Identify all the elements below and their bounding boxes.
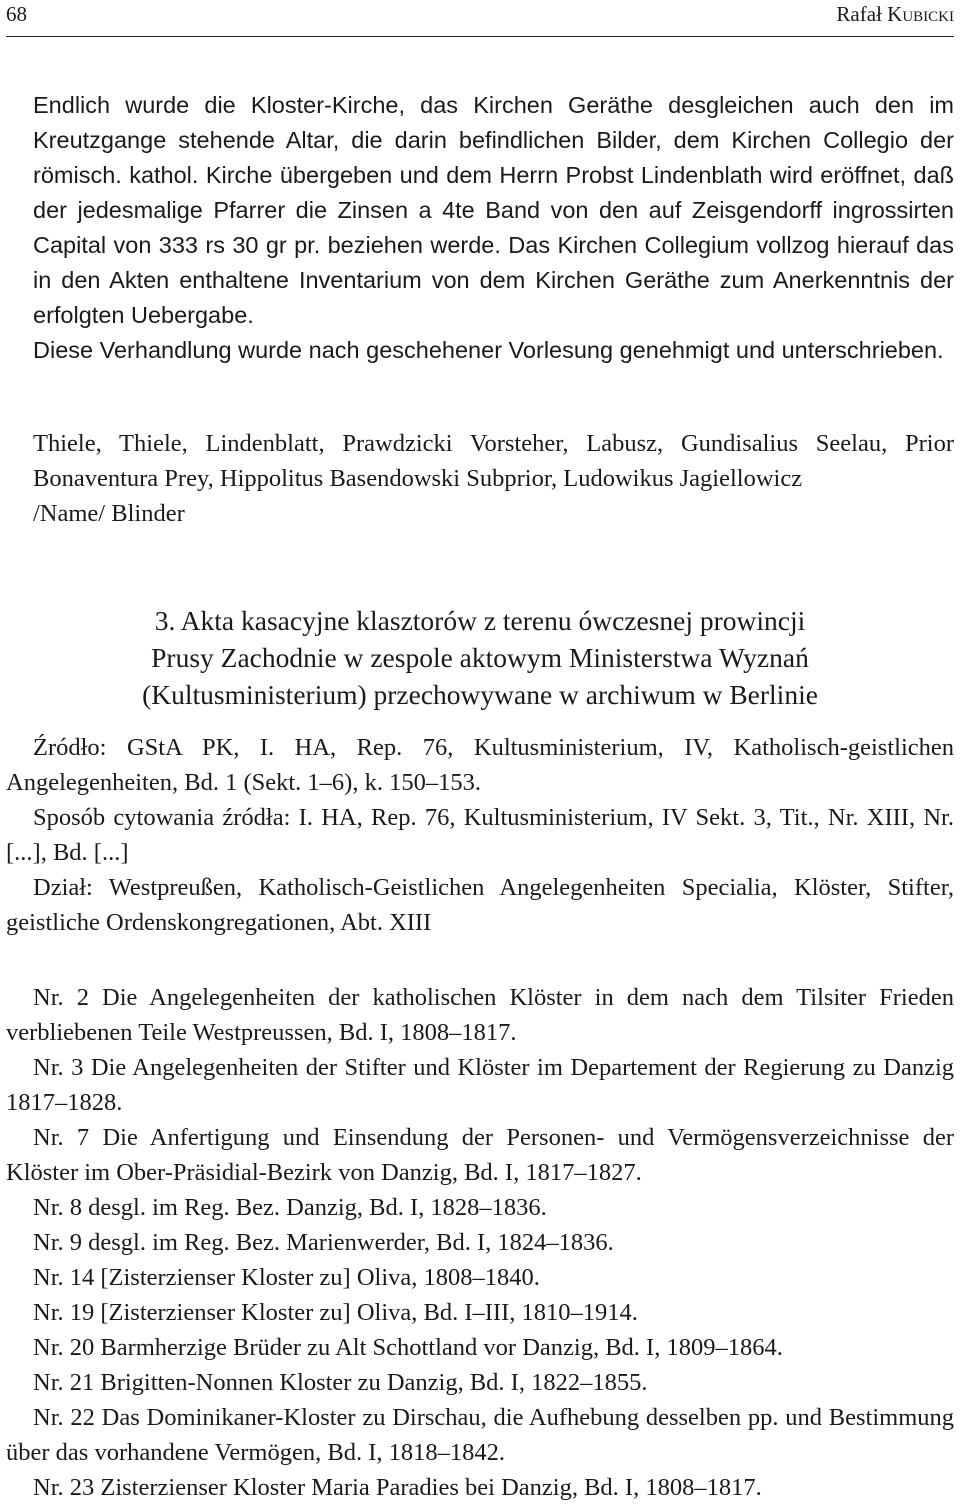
quote-paragraph: Diese Verhandlung wurde nach geschehener Vorlesung genehmigt und unterschrieben. bbox=[33, 337, 944, 363]
record-entry: Nr. 21 Brigitten-Nonnen Kloster zu Danzig, Bd. I, 1822–1855. bbox=[33, 1369, 648, 1396]
section-heading-line: 3. Akta kasacyjne klasztorów z terenu ówczesnej prowincji bbox=[154, 605, 806, 636]
signatures bbox=[33, 426, 954, 531]
record-entry: Nr. 23 Zisterzienser Kloster Maria Paradies bei Danzig, Bd. I, 1808–1817. bbox=[33, 1474, 762, 1501]
record-entry: Nr. 8 desgl. im Reg. Bez. Danzig, Bd. I, 1828–1836. bbox=[33, 1194, 547, 1221]
record-entry: Nr. 2 Die Angelegenheiten der katholischen Klöster in dem nach dem Tilsiter Frieden verbliebenen Teile Westpreussen, Bd. I, 1808–1817. bbox=[6, 984, 954, 1046]
record-entry: Nr. 14 [Zisterzienser Kloster zu] Oliva, 1808–1840. bbox=[33, 1264, 540, 1291]
source-reference: Źródło: GStA PK, I. HA, Rep. 76, Kultusministerium, IV, Katholisch-geistlichen Angelegenheiten, Bd. 1 (Sekt. 1–6), k. 150–153. bbox=[6, 734, 954, 796]
quoted-protocol bbox=[33, 88, 954, 368]
section-heading-line: Prusy Zachodnie w zespole aktowym Ministerstwa Wyznań bbox=[151, 642, 809, 673]
signature-name-line: /Name/ Blinder bbox=[33, 500, 185, 527]
citation-format: Sposób cytowania źródła: I. HA, Rep. 76, Kultusministerium, IV Sekt. 3, Tit., Nr. XIII, Nr. [...], Bd. [...] bbox=[6, 804, 954, 866]
author-last-name: Kubicki bbox=[887, 2, 954, 26]
record-entry: Nr. 7 Die Anfertigung und Einsendung der Personen- und Vermögensverzeichnisse der Klöster im Ober-Präsidial-Bezirk von Danzig, Bd. I, 1817–1827. bbox=[6, 1124, 954, 1186]
archive-department: Dział: Westpreußen, Katholisch-Geistlichen Angelegenheiten Specialia, Klöster, Stifter, geistliche Ordenskongregationen, Abt. XIII bbox=[6, 874, 954, 936]
signature-names: Thiele, Thiele, Lindenblatt, Prawdzicki Vorsteher, Labusz, Gundisalius Seelau, Prior Bonaventura Prey, Hippolitus Basendowski Subprior, Ludowikus Jagiellowicz bbox=[33, 430, 954, 492]
quote-paragraph: Endlich wurde die Kloster-Kirche, das Kirchen Geräthe desgleichen auch den im Kreutzgange stehende Altar, die darin befindlichen Bilder, dem Kirchen Collegio der römisch. kathol. Kirche übergeben und dem Herrn Probst Lindenblath wird eröffnet, daß der jedesmalige Pfarrer die Zinsen a 4te Band von den auf Zeisgendorff ingrossirten Capital von 333 rs 30 gr pr. beziehen werde. Das Kirchen Collegium vollzog hierauf das in den Akten enthaltene Inventarium von dem Kirchen Geräthe zum Anerkenntnis der erfolgten Uebergabe. bbox=[33, 92, 954, 328]
running-header bbox=[6, 0, 954, 37]
section-heading-line: (Kultusministerium) przechowywane w archiwum w Berlinie bbox=[142, 679, 818, 710]
record-entry: Nr. 22 Das Dominikaner-Kloster zu Dirschau, die Aufhebung desselben pp. und Bestimmung über das vorhandene Vermögen, Bd. I, 1818–1842. bbox=[6, 1404, 954, 1466]
source-information bbox=[6, 730, 954, 940]
record-entry: Nr. 3 Die Angelegenheiten der Stifter und Klöster im Departement der Regierung zu Danzig 1817–1828. bbox=[6, 1054, 954, 1116]
page-number: 68 bbox=[6, 2, 27, 26]
record-entry: Nr. 19 [Zisterzienser Kloster zu] Oliva, Bd. I–III, 1810–1914. bbox=[33, 1299, 638, 1326]
record-list bbox=[6, 980, 954, 1505]
author-first-name: Rafał bbox=[836, 2, 882, 26]
running-author bbox=[836, 0, 954, 28]
record-entry: Nr. 9 desgl. im Reg. Bez. Marienwerder, Bd. I, 1824–1836. bbox=[33, 1229, 614, 1256]
record-entry: Nr. 20 Barmherzige Brüder zu Alt Schottland vor Danzig, Bd. I, 1809–1864. bbox=[33, 1334, 783, 1361]
section-heading bbox=[0, 602, 960, 713]
